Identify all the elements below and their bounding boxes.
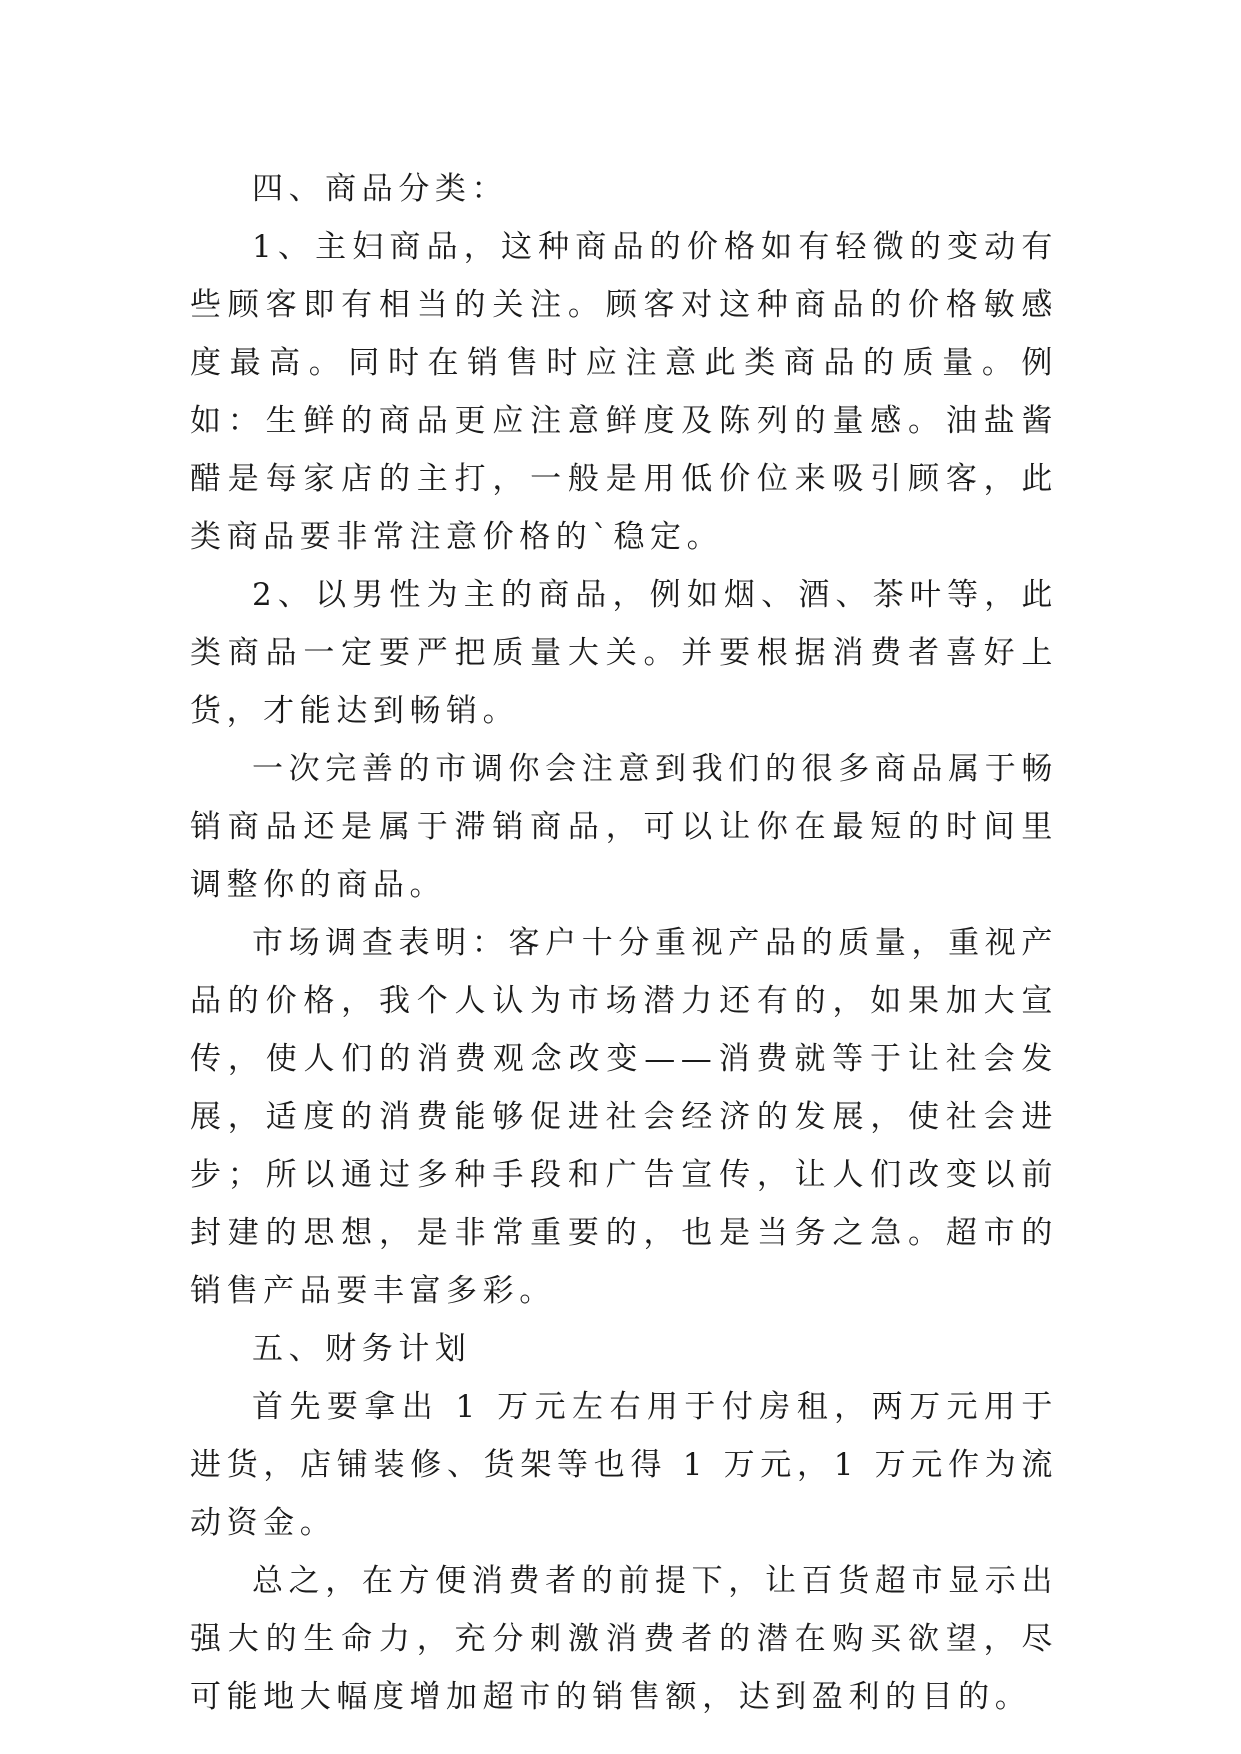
paragraph-budget: 首先要拿出 1 万元左右用于付房租，两万元用于进货，店铺装修、货架等也得 1 万元，1 万元作为流动资金。 — [190, 1389, 1058, 1541]
paragraph-market-survey: 一次完善的市调你会注意到我们的很多商品属于畅销商品还是属于滞销商品，可以让你在最短的时间里调整你的商品。 — [190, 751, 1058, 903]
document-body — [190, 160, 1058, 1726]
paragraph-housewife-products: 1、主妇商品，这种商品的价格如有轻微的变动有些顾客即有相当的关注。顾客对这种商品的价格敏感度最高。同时在销售时应注意此类商品的质量。例如：生鲜的商品更应注意鲜度及陈列的量感。油盐酱醋是每家店的主打，一般是用低价位来吸引顾客，此类商品要非常注意价格的`稳定。 — [190, 229, 1058, 555]
paragraph-survey-findings: 市场调查表明：客户十分重视产品的质量，重视产品的价格，我个人认为市场潜力还有的，如果加大宣传，使人们的消费观念改变——消费就等于让社会发展，适度的消费能够促进社会经济的发展，使社会进步；所以通过多种手段和广告宣传，让人们改变以前封建的思想，是非常重要的，也是当务之急。超市的销售产品要丰富多彩。 — [190, 925, 1058, 1309]
section-heading-product-categories: 四、商品分类： — [252, 171, 509, 207]
paragraph-male-products: 2、以男性为主的商品，例如烟、酒、茶叶等，此类商品一定要严把质量大关。并要根据消费者喜好上货，才能达到畅销。 — [190, 577, 1058, 729]
paragraph-conclusion: 总之，在方便消费者的前提下，让百货超市显示出强大的生命力，充分刺激消费者的潜在购买欲望，尽可能地大幅度增加超市的销售额，达到盈利的目的。 — [190, 1563, 1058, 1715]
section-heading-financial-plan: 五、财务计划 — [252, 1331, 472, 1367]
